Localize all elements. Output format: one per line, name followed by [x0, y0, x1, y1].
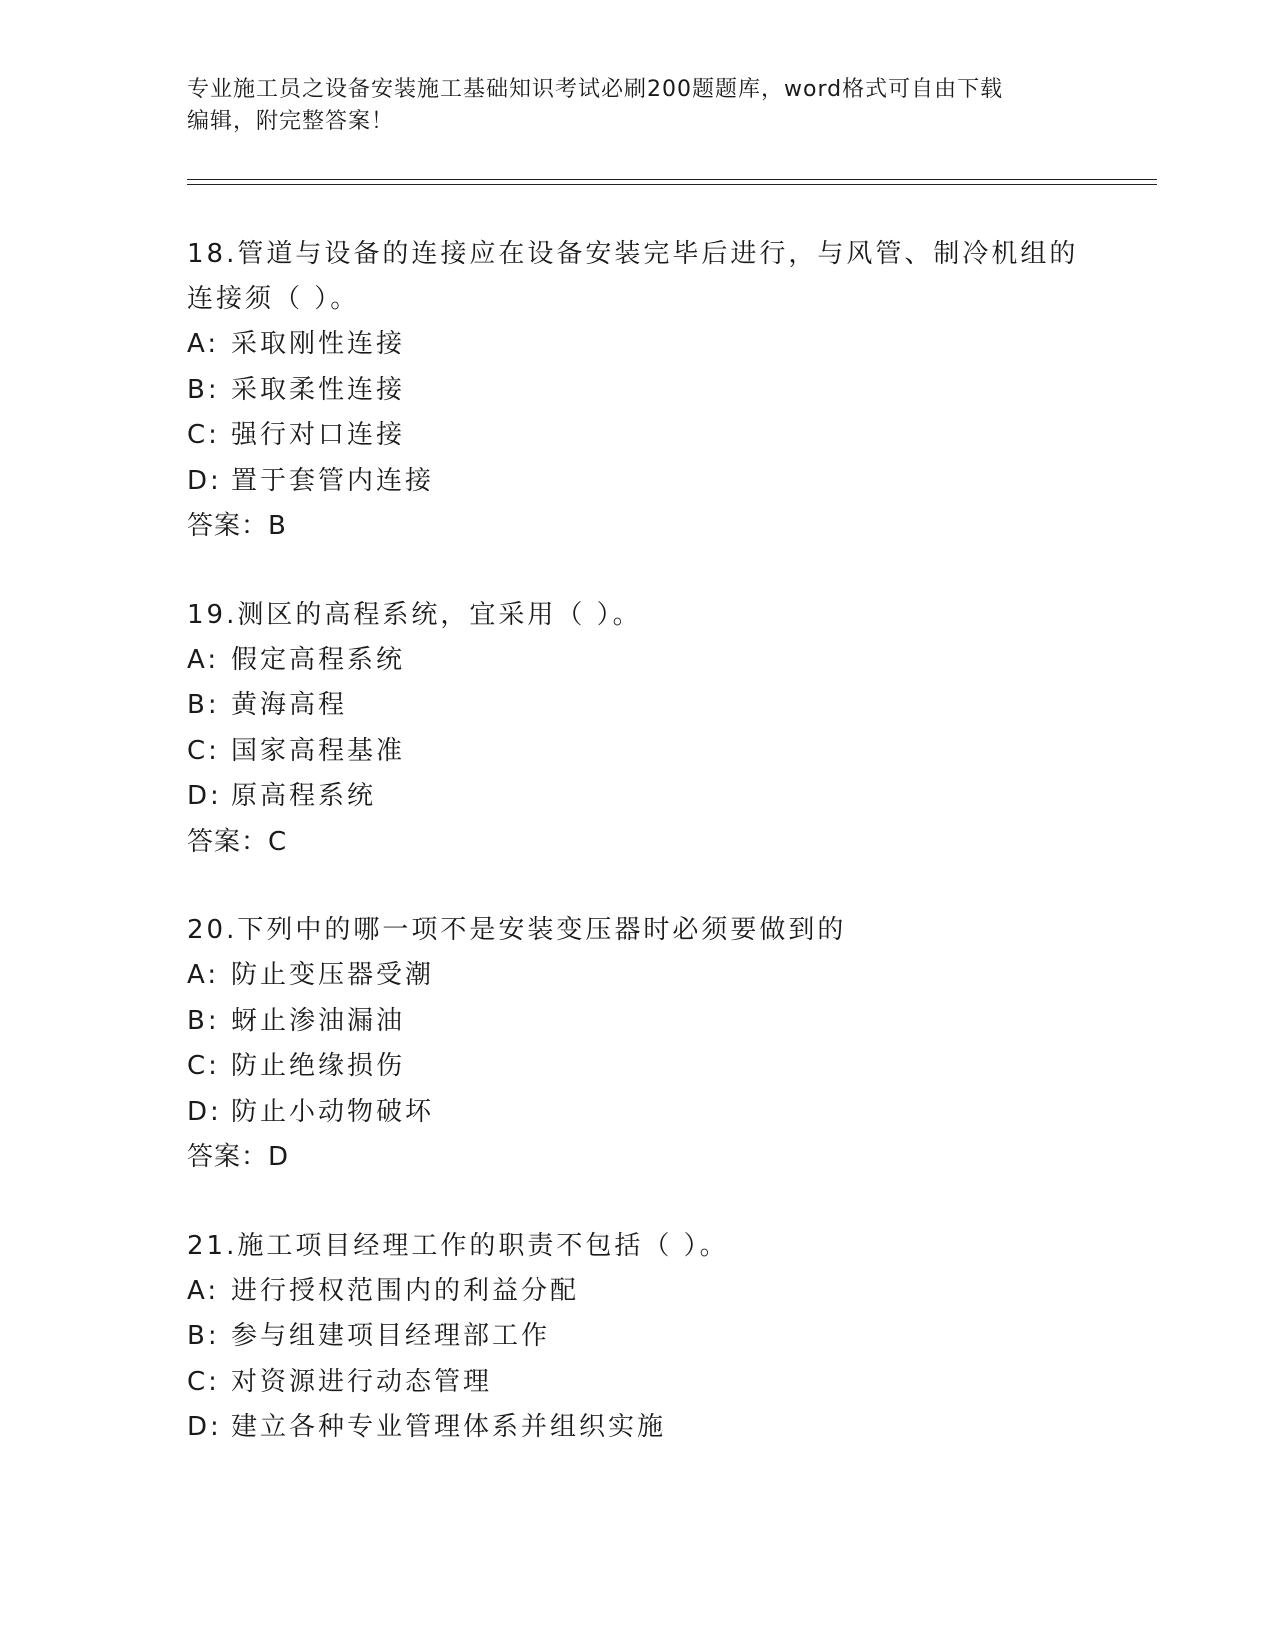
question-text-line-2: 连接须（ ）。	[187, 284, 360, 314]
option-text: 假定高程系统	[231, 644, 406, 675]
option-key: C:	[187, 1366, 220, 1397]
option-c	[187, 1360, 1087, 1406]
option-key: A:	[187, 1275, 220, 1306]
document-header	[187, 74, 1067, 138]
option-key: D:	[187, 465, 222, 496]
option-a	[187, 953, 1087, 999]
option-text: 防止小动物破坏	[231, 1096, 435, 1127]
question-text	[187, 232, 1087, 277]
question-20	[187, 908, 1087, 1181]
option-a	[187, 638, 1087, 684]
option-d	[187, 774, 1087, 820]
header-line-2: 编辑，附完整答案！	[187, 109, 395, 134]
option-key: B:	[187, 1321, 220, 1351]
option-key: B:	[187, 1005, 220, 1036]
option-text: 对资源进行动态管理	[231, 1366, 493, 1397]
header-line-1: 专业施工员之设备安装施工基础知识考试必刷200题题库，word格式可自由下载	[187, 77, 1004, 102]
option-key: B:	[187, 374, 220, 405]
question-text	[187, 593, 1087, 638]
option-text: 强行对口连接	[231, 420, 406, 450]
option-key: A:	[187, 960, 220, 990]
question-number: 20.	[187, 915, 238, 945]
option-b	[187, 368, 1087, 414]
question-21	[187, 1224, 1087, 1451]
option-text: 进行授权范围内的利益分配	[231, 1275, 580, 1306]
answer-line: 答案：B	[187, 511, 287, 541]
option-text: 防止变压器受潮	[231, 960, 435, 990]
question-list	[187, 232, 1087, 1494]
question-18	[187, 232, 1087, 550]
option-key: D:	[187, 1412, 222, 1442]
answer-line: 答案：D	[187, 1142, 290, 1172]
option-d	[187, 1405, 1087, 1451]
option-key: D:	[187, 781, 222, 811]
option-b	[187, 683, 1087, 729]
option-key: C:	[187, 420, 220, 450]
answer-line: 答案：C	[187, 826, 288, 857]
question-text	[187, 908, 1087, 953]
question-number: 19.	[187, 599, 238, 630]
option-c	[187, 1044, 1087, 1090]
option-a	[187, 322, 1087, 368]
option-key: A:	[187, 329, 220, 359]
question-text-line-1: 下列中的哪一项不是安装变压器时必须要做到的	[237, 915, 847, 945]
option-c	[187, 413, 1087, 459]
header-divider-top	[187, 179, 1157, 180]
option-b	[187, 1314, 1087, 1360]
option-key: B:	[187, 690, 220, 720]
option-d	[187, 459, 1087, 505]
option-key: C:	[187, 1051, 220, 1081]
option-key: D:	[187, 1096, 222, 1127]
question-text-line-1: 施工项目经理工作的职责不包括（ ）。	[237, 1230, 729, 1261]
option-text: 原高程系统	[231, 781, 377, 811]
question-text-line-1: 测区的高程系统，宜采用（ ）。	[237, 599, 642, 630]
option-text: 防止绝缘损伤	[231, 1051, 406, 1081]
header-divider-bottom	[187, 184, 1157, 185]
option-text: 置于套管内连接	[231, 465, 435, 496]
option-key: C:	[187, 735, 220, 766]
option-a	[187, 1269, 1087, 1315]
option-text: 采取柔性连接	[231, 374, 406, 405]
question-number: 18.	[187, 239, 238, 269]
option-b	[187, 999, 1087, 1045]
option-text: 黄海高程	[231, 690, 348, 720]
option-d	[187, 1090, 1087, 1136]
question-19	[187, 593, 1087, 866]
option-key: A:	[187, 644, 220, 675]
option-text: 参与组建项目经理部工作	[231, 1321, 551, 1351]
question-text	[187, 1224, 1087, 1269]
question-number: 21.	[187, 1230, 238, 1261]
option-text: 国家高程基准	[231, 735, 406, 766]
option-text: 采取刚性连接	[231, 329, 406, 359]
option-text: 建立各种专业管理体系并组织实施	[231, 1412, 667, 1442]
option-text: 蚜止渗油漏油	[231, 1005, 406, 1036]
question-text-line-1: 管道与设备的连接应在设备安装完毕后进行，与风管、制冷机组的	[237, 239, 1079, 269]
option-c	[187, 729, 1087, 775]
